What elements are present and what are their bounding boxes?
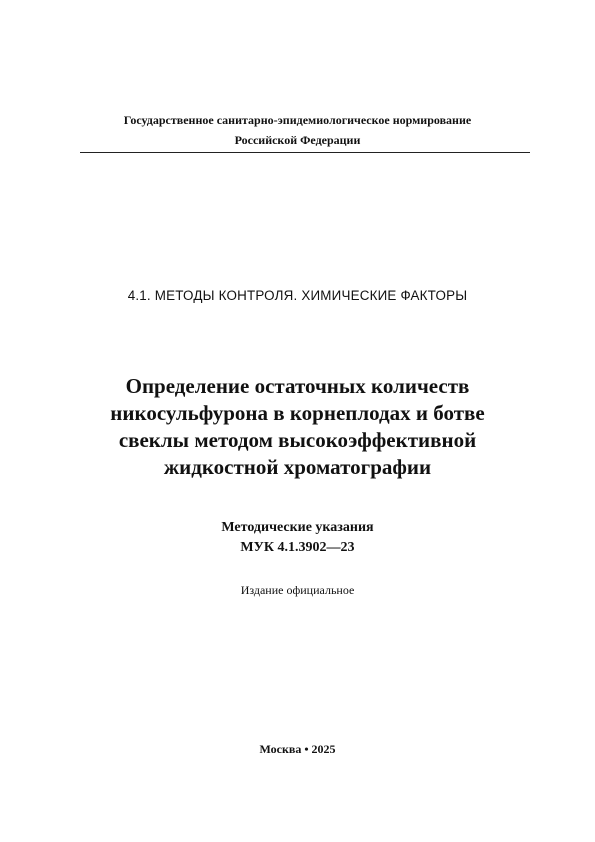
document-kind: Методические указания	[221, 520, 374, 535]
document-type	[60, 518, 535, 558]
title-line-3: свеклы методом высокоэффективной	[118, 428, 477, 452]
header-line-1: Государственное санитарно-эпидемиологическое нормирование	[123, 113, 472, 127]
issuing-authority-header	[60, 110, 535, 150]
header-line-2: Российской Федерации	[234, 133, 361, 147]
title-line-2: никосульфурона в корнеплодах и ботве	[110, 401, 485, 425]
document-title	[60, 373, 535, 481]
series-heading: 4.1. МЕТОДЫ КОНТРОЛЯ. ХИМИЧЕСКИЕ ФАКТОРЫ	[127, 288, 468, 303]
edition-note: Издание официальное	[240, 583, 355, 597]
imprint-place-year: Москва • 2025	[259, 742, 336, 756]
header-divider	[80, 152, 530, 153]
title-line-4: жидкостной хроматографии	[163, 455, 432, 479]
document-number: МУК 4.1.3902—23	[240, 540, 355, 555]
title-line-1: Определение остаточных количеств	[125, 374, 470, 398]
